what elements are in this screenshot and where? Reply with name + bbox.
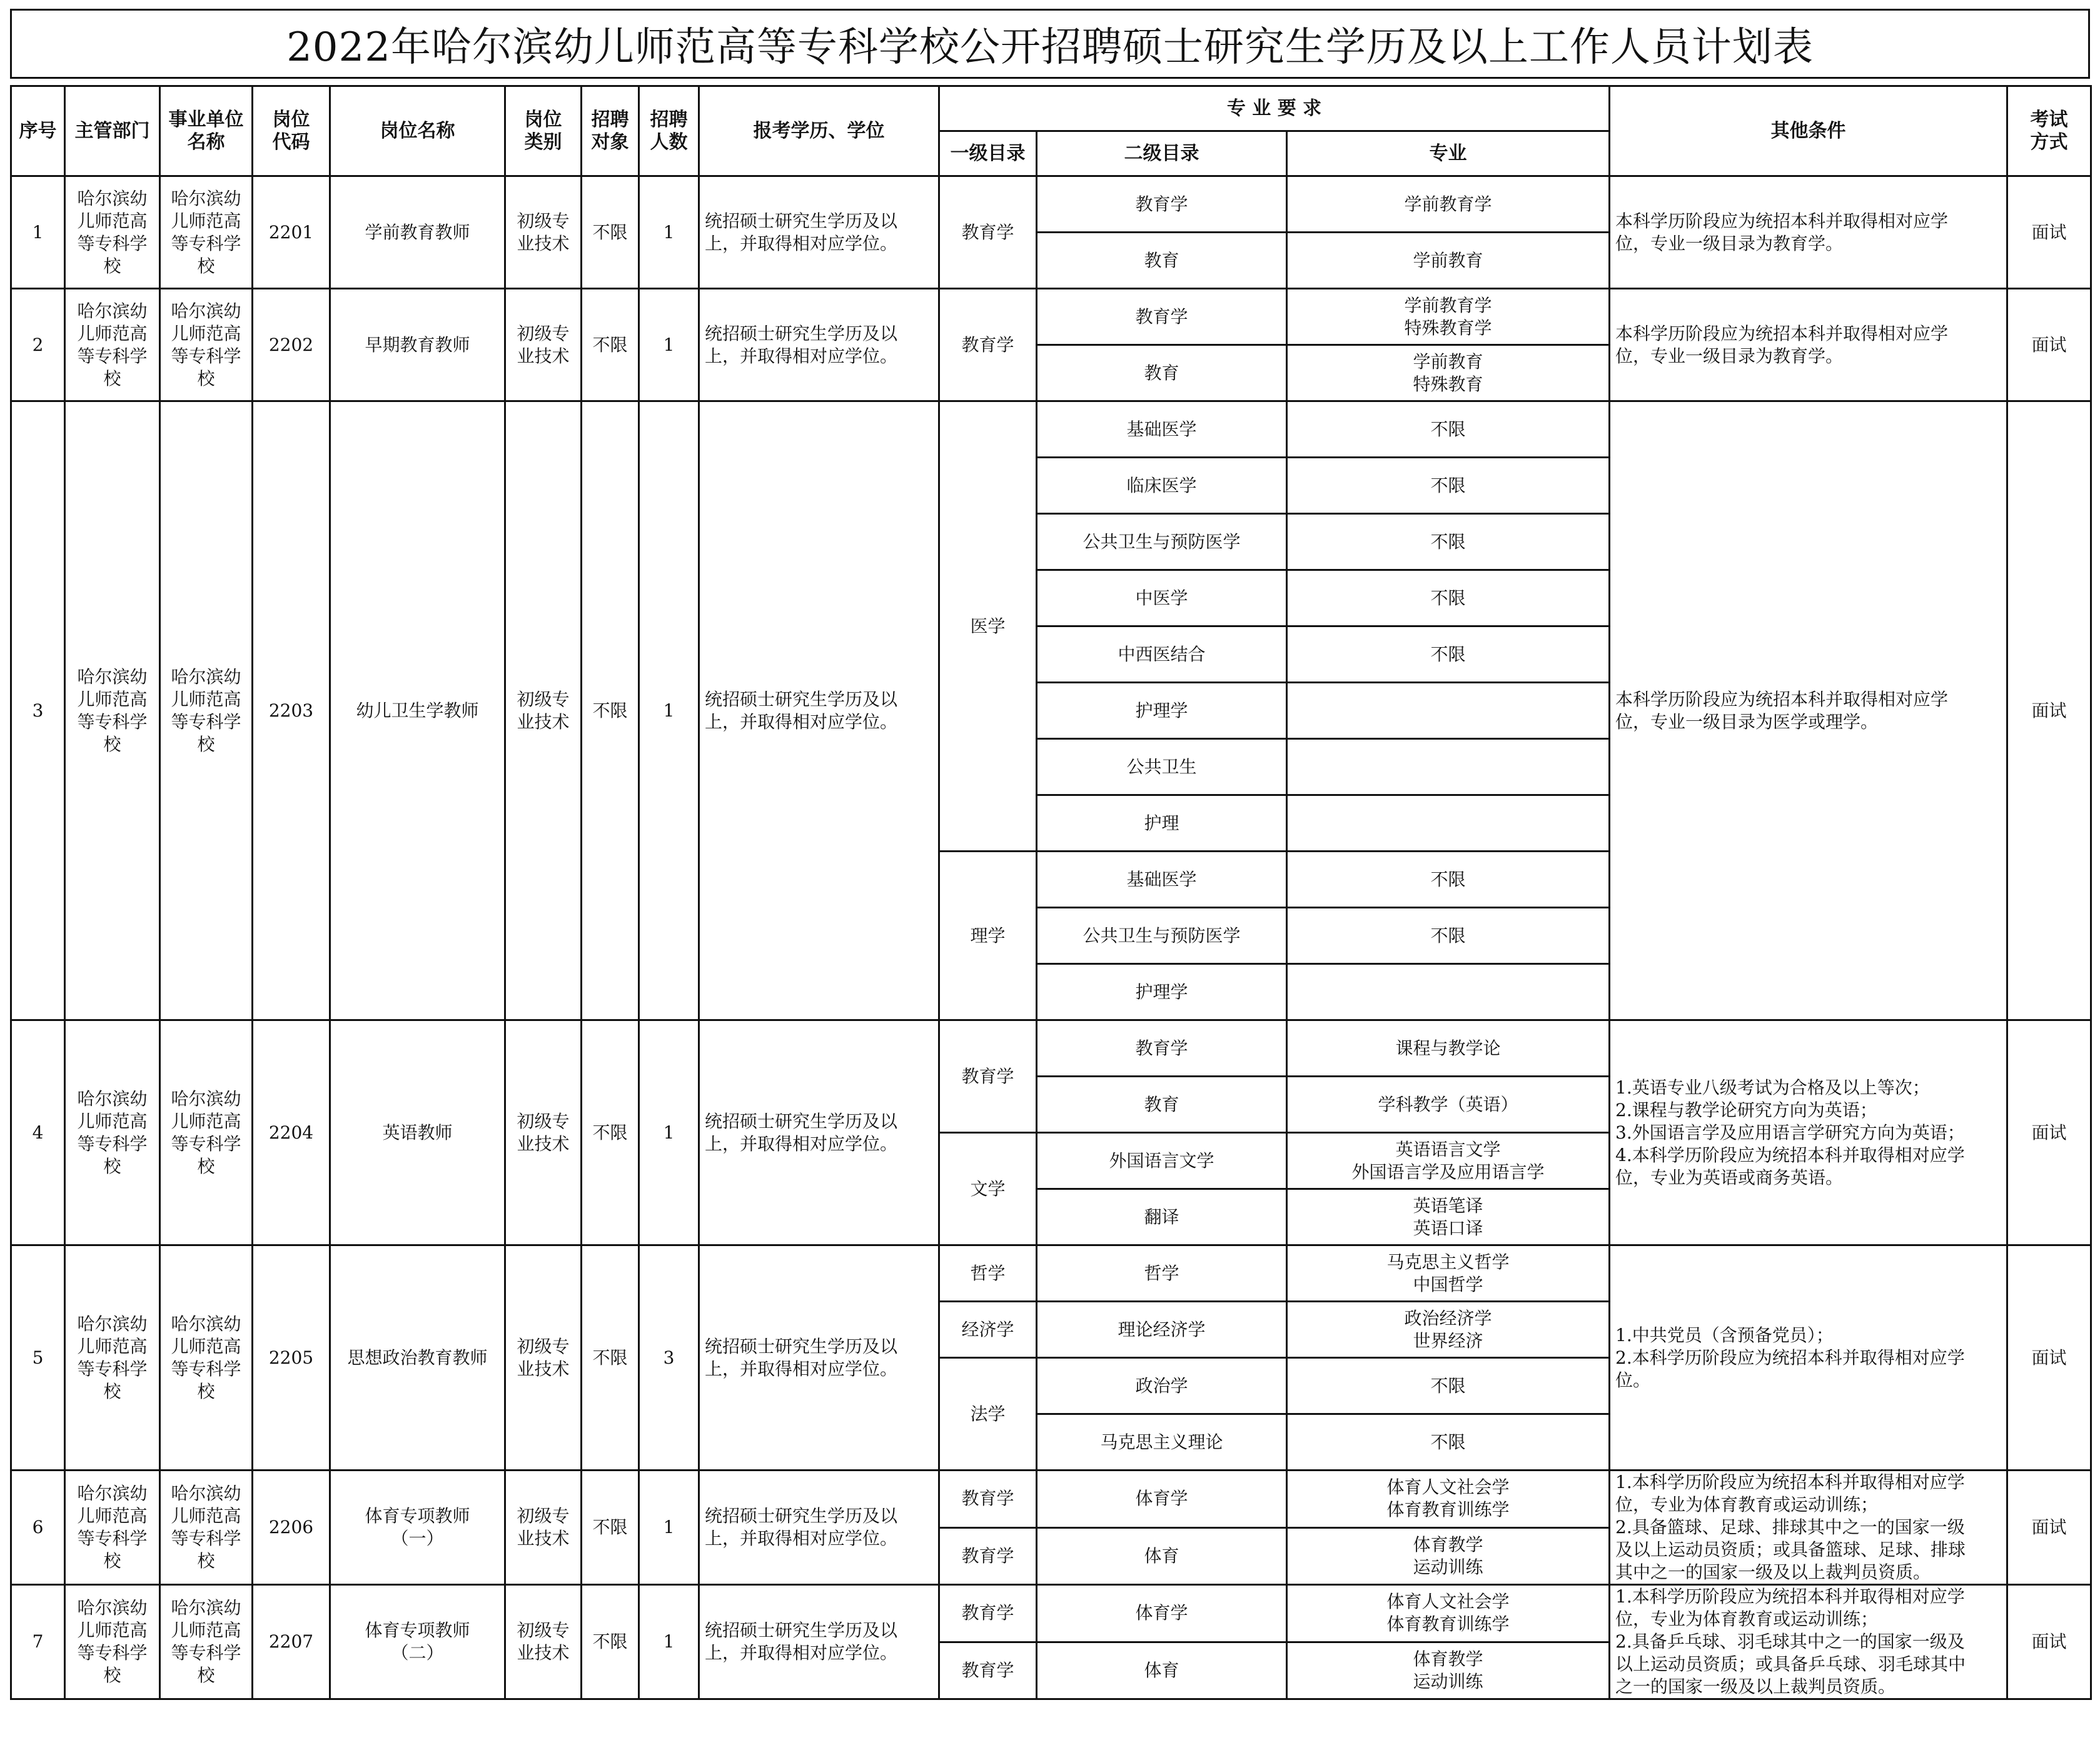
row-major: 不限 bbox=[1287, 908, 1610, 964]
row-level2: 公共卫生与预防医学 bbox=[1037, 514, 1287, 570]
row-major: 不限 bbox=[1287, 401, 1610, 458]
row-major: 不限 bbox=[1287, 1358, 1610, 1414]
row-code: 2201 bbox=[253, 176, 330, 289]
header-code: 岗位 代码 bbox=[253, 86, 330, 176]
row-position: 英语教师 bbox=[330, 1020, 505, 1245]
row-level2: 理论经济学 bbox=[1037, 1302, 1287, 1358]
row-seq: 4 bbox=[11, 1020, 65, 1245]
row-exam: 面试 bbox=[2007, 1245, 2091, 1471]
header-level2: 二级目录 bbox=[1037, 131, 1287, 176]
row-level2: 中西医结合 bbox=[1037, 626, 1287, 683]
header-target: 招聘 对象 bbox=[582, 86, 639, 176]
row-category: 初级专 业技术 bbox=[505, 1020, 582, 1245]
table-row bbox=[11, 176, 2091, 233]
row-major: 政治经济学 世界经济 bbox=[1287, 1302, 1610, 1358]
table-row bbox=[11, 1020, 2091, 1077]
row-category: 初级专 业技术 bbox=[505, 401, 582, 1020]
row-target: 不限 bbox=[582, 1585, 639, 1699]
row-count: 1 bbox=[639, 1020, 699, 1245]
header-education: 报考学历、学位 bbox=[699, 86, 939, 176]
header-exam: 考试 方式 bbox=[2007, 86, 2091, 176]
row-level2: 教育学 bbox=[1037, 1020, 1287, 1077]
row-level1: 医学 bbox=[939, 401, 1037, 852]
row-dept: 哈尔滨幼 儿师范高 等专科学 校 bbox=[65, 1245, 160, 1471]
row-level2: 护理 bbox=[1037, 795, 1287, 852]
row-level2: 政治学 bbox=[1037, 1358, 1287, 1414]
row-other-conditions: 本科学历阶段应为统招本科并取得相对应学 位，专业一级目录为教育学。 bbox=[1610, 176, 2007, 289]
row-education: 统招硕士研究生学历及以 上，并取得相对应学位。 bbox=[699, 1471, 939, 1585]
row-level2: 基础医学 bbox=[1037, 852, 1287, 908]
row-education: 统招硕士研究生学历及以 上，并取得相对应学位。 bbox=[699, 1245, 939, 1471]
row-level1: 教育学 bbox=[939, 1527, 1037, 1585]
row-major: 体育教学 运动训练 bbox=[1287, 1527, 1610, 1585]
row-seq: 7 bbox=[11, 1585, 65, 1699]
row-position: 体育专项教师 （一） bbox=[330, 1471, 505, 1585]
row-count: 1 bbox=[639, 401, 699, 1020]
row-category: 初级专 业技术 bbox=[505, 1245, 582, 1471]
table-row bbox=[11, 401, 2091, 458]
row-position: 学前教育教师 bbox=[330, 176, 505, 289]
row-category: 初级专 业技术 bbox=[505, 1471, 582, 1585]
header-major-requirements: 专 业 要 求 bbox=[939, 86, 1610, 131]
table-row bbox=[11, 1471, 2091, 1528]
row-target: 不限 bbox=[582, 401, 639, 1020]
row-target: 不限 bbox=[582, 1245, 639, 1471]
row-unit: 哈尔滨幼 儿师范高 等专科学 校 bbox=[160, 1245, 253, 1471]
row-level2: 中医学 bbox=[1037, 570, 1287, 626]
row-target: 不限 bbox=[582, 1020, 639, 1245]
row-other-conditions: 本科学历阶段应为统招本科并取得相对应学 位，专业一级目录为教育学。 bbox=[1610, 289, 2007, 401]
row-major: 学前教育 bbox=[1287, 233, 1610, 289]
row-level2: 哲学 bbox=[1037, 1245, 1287, 1302]
header-unit: 事业单位 名称 bbox=[160, 86, 253, 176]
row-major: 体育人文社会学 体育教育训练学 bbox=[1287, 1471, 1610, 1528]
row-count: 3 bbox=[639, 1245, 699, 1471]
header-row-1 bbox=[11, 86, 2091, 131]
row-seq: 6 bbox=[11, 1471, 65, 1585]
row-code: 2205 bbox=[253, 1245, 330, 1471]
row-other-conditions: 1.本科学历阶段应为统招本科并取得相对应学 位，专业为体育教育或运动训练； 2.具备篮球、足球、排球其中之一的国家一级 及以上运动员资质；或具备篮球、足球、排球 其中之一的国家一级及以上裁判员资质。 bbox=[1610, 1471, 2007, 1585]
row-other-conditions: 1.中共党员（含预备党员）； 2.本科学历阶段应为统招本科并取得相对应学 位。 bbox=[1610, 1245, 2007, 1471]
row-level2: 教育 bbox=[1037, 233, 1287, 289]
row-code: 2204 bbox=[253, 1020, 330, 1245]
row-level2: 护理学 bbox=[1037, 964, 1287, 1020]
row-level1: 教育学 bbox=[939, 289, 1037, 401]
row-code: 2207 bbox=[253, 1585, 330, 1699]
row-major: 英语语言文学 外国语言学及应用语言学 bbox=[1287, 1133, 1610, 1189]
row-unit: 哈尔滨幼 儿师范高 等专科学 校 bbox=[160, 1585, 253, 1699]
row-education: 统招硕士研究生学历及以 上，并取得相对应学位。 bbox=[699, 176, 939, 289]
row-level2: 教育学 bbox=[1037, 289, 1287, 345]
table-body bbox=[11, 176, 2091, 1699]
row-category: 初级专 业技术 bbox=[505, 289, 582, 401]
row-level1: 教育学 bbox=[939, 1020, 1037, 1133]
row-other-conditions: 1.英语专业八级考试为合格及以上等次； 2.课程与教学论研究方向为英语； 3.外国语言学及应用语言学研究方向为英语； 4.本科学历阶段应为统招本科并取得相对应学 位，专业为英语或商务英语。 bbox=[1610, 1020, 2007, 1245]
row-major: 英语笔译 英语口译 bbox=[1287, 1189, 1610, 1245]
header-position: 岗位名称 bbox=[330, 86, 505, 176]
row-category: 初级专 业技术 bbox=[505, 176, 582, 289]
row-major: 不限 bbox=[1287, 570, 1610, 626]
row-major: 体育教学 运动训练 bbox=[1287, 1642, 1610, 1699]
row-major: 不限 bbox=[1287, 1414, 1610, 1471]
row-major: 学前教育 特殊教育 bbox=[1287, 345, 1610, 401]
row-code: 2203 bbox=[253, 401, 330, 1020]
row-major: 学前教育学 特殊教育学 bbox=[1287, 289, 1610, 345]
row-level2: 临床医学 bbox=[1037, 458, 1287, 514]
row-major: 不限 bbox=[1287, 458, 1610, 514]
row-seq: 1 bbox=[11, 176, 65, 289]
row-position: 幼儿卫生学教师 bbox=[330, 401, 505, 1020]
row-exam: 面试 bbox=[2007, 1020, 2091, 1245]
row-major: 课程与教学论 bbox=[1287, 1020, 1610, 1077]
row-dept: 哈尔滨幼 儿师范高 等专科学 校 bbox=[65, 401, 160, 1020]
row-level1: 教育学 bbox=[939, 1471, 1037, 1528]
page-title: 2022年哈尔滨幼儿师范高等专科学校公开招聘硕士研究生学历及以上工作人员计划表 bbox=[10, 9, 2090, 79]
row-level2: 体育 bbox=[1037, 1527, 1287, 1585]
row-level2: 体育学 bbox=[1037, 1585, 1287, 1642]
row-dept: 哈尔滨幼 儿师范高 等专科学 校 bbox=[65, 1020, 160, 1245]
row-target: 不限 bbox=[582, 176, 639, 289]
row-count: 1 bbox=[639, 176, 699, 289]
row-target: 不限 bbox=[582, 1471, 639, 1585]
row-count: 1 bbox=[639, 1585, 699, 1699]
row-education: 统招硕士研究生学历及以 上，并取得相对应学位。 bbox=[699, 401, 939, 1020]
row-level2: 体育学 bbox=[1037, 1471, 1287, 1528]
row-unit: 哈尔滨幼 儿师范高 等专科学 校 bbox=[160, 176, 253, 289]
row-position: 思想政治教育教师 bbox=[330, 1245, 505, 1471]
row-exam: 面试 bbox=[2007, 1471, 2091, 1585]
row-level2: 体育 bbox=[1037, 1642, 1287, 1699]
row-level2: 护理学 bbox=[1037, 683, 1287, 739]
row-exam: 面试 bbox=[2007, 176, 2091, 289]
row-level2: 基础医学 bbox=[1037, 401, 1287, 458]
row-education: 统招硕士研究生学历及以 上，并取得相对应学位。 bbox=[699, 1585, 939, 1699]
row-major bbox=[1287, 964, 1610, 1020]
row-level2: 外国语言文学 bbox=[1037, 1133, 1287, 1189]
row-dept: 哈尔滨幼 儿师范高 等专科学 校 bbox=[65, 1471, 160, 1585]
row-major: 不限 bbox=[1287, 514, 1610, 570]
row-level2: 公共卫生 bbox=[1037, 739, 1287, 795]
row-major: 学科教学（英语） bbox=[1287, 1077, 1610, 1133]
row-education: 统招硕士研究生学历及以 上，并取得相对应学位。 bbox=[699, 289, 939, 401]
row-major: 体育人文社会学 体育教育训练学 bbox=[1287, 1585, 1610, 1642]
row-exam: 面试 bbox=[2007, 401, 2091, 1020]
row-level1: 教育学 bbox=[939, 1642, 1037, 1699]
row-major: 学前教育学 bbox=[1287, 176, 1610, 233]
row-major bbox=[1287, 739, 1610, 795]
row-level1: 教育学 bbox=[939, 176, 1037, 289]
row-code: 2202 bbox=[253, 289, 330, 401]
row-seq: 2 bbox=[11, 289, 65, 401]
row-exam: 面试 bbox=[2007, 289, 2091, 401]
row-level1: 哲学 bbox=[939, 1245, 1037, 1302]
row-dept: 哈尔滨幼 儿师范高 等专科学 校 bbox=[65, 289, 160, 401]
row-major: 不限 bbox=[1287, 626, 1610, 683]
row-position: 早期教育教师 bbox=[330, 289, 505, 401]
header-category: 岗位 类别 bbox=[505, 86, 582, 176]
header-other-conditions: 其他条件 bbox=[1610, 86, 2007, 176]
row-other-conditions: 1.本科学历阶段应为统招本科并取得相对应学 位，专业为体育教育或运动训练； 2.具备乒乓球、羽毛球其中之一的国家一级及 以上运动员资质；或具备乒乓球、羽毛球其中 之一的国家一级及以上裁判员资质。 bbox=[1610, 1585, 2007, 1699]
row-exam: 面试 bbox=[2007, 1585, 2091, 1699]
row-seq: 3 bbox=[11, 401, 65, 1020]
row-count: 1 bbox=[639, 1471, 699, 1585]
header-dept: 主管部门 bbox=[65, 86, 160, 176]
row-unit: 哈尔滨幼 儿师范高 等专科学 校 bbox=[160, 1020, 253, 1245]
row-code: 2206 bbox=[253, 1471, 330, 1585]
row-dept: 哈尔滨幼 儿师范高 等专科学 校 bbox=[65, 1585, 160, 1699]
table-row bbox=[11, 1245, 2091, 1302]
row-level1: 教育学 bbox=[939, 1585, 1037, 1642]
row-level2: 马克思主义理论 bbox=[1037, 1414, 1287, 1471]
table-row bbox=[11, 1585, 2091, 1642]
row-level2: 教育 bbox=[1037, 1077, 1287, 1133]
row-unit: 哈尔滨幼 儿师范高 等专科学 校 bbox=[160, 401, 253, 1020]
row-level2: 公共卫生与预防医学 bbox=[1037, 908, 1287, 964]
row-level2: 教育 bbox=[1037, 345, 1287, 401]
row-unit: 哈尔滨幼 儿师范高 等专科学 校 bbox=[160, 289, 253, 401]
row-major: 马克思主义哲学 中国哲学 bbox=[1287, 1245, 1610, 1302]
row-major bbox=[1287, 683, 1610, 739]
row-level1: 文学 bbox=[939, 1133, 1037, 1245]
recruitment-table bbox=[10, 85, 2092, 1700]
row-level1: 法学 bbox=[939, 1358, 1037, 1471]
row-seq: 5 bbox=[11, 1245, 65, 1471]
header-seq: 序号 bbox=[11, 86, 65, 176]
table-row bbox=[11, 289, 2091, 345]
row-count: 1 bbox=[639, 289, 699, 401]
row-other-conditions: 本科学历阶段应为统招本科并取得相对应学 位，专业一级目录为医学或理学。 bbox=[1610, 401, 2007, 1020]
row-major bbox=[1287, 795, 1610, 852]
row-unit: 哈尔滨幼 儿师范高 等专科学 校 bbox=[160, 1471, 253, 1585]
row-education: 统招硕士研究生学历及以 上，并取得相对应学位。 bbox=[699, 1020, 939, 1245]
row-level2: 教育学 bbox=[1037, 176, 1287, 233]
row-level2: 翻译 bbox=[1037, 1189, 1287, 1245]
header-count: 招聘 人数 bbox=[639, 86, 699, 176]
row-major: 不限 bbox=[1287, 852, 1610, 908]
row-target: 不限 bbox=[582, 289, 639, 401]
row-dept: 哈尔滨幼 儿师范高 等专科学 校 bbox=[65, 176, 160, 289]
row-level1: 理学 bbox=[939, 852, 1037, 1020]
row-position: 体育专项教师 （二） bbox=[330, 1585, 505, 1699]
row-category: 初级专 业技术 bbox=[505, 1585, 582, 1699]
header-major: 专业 bbox=[1287, 131, 1610, 176]
header-level1: 一级目录 bbox=[939, 131, 1037, 176]
row-level1: 经济学 bbox=[939, 1302, 1037, 1358]
